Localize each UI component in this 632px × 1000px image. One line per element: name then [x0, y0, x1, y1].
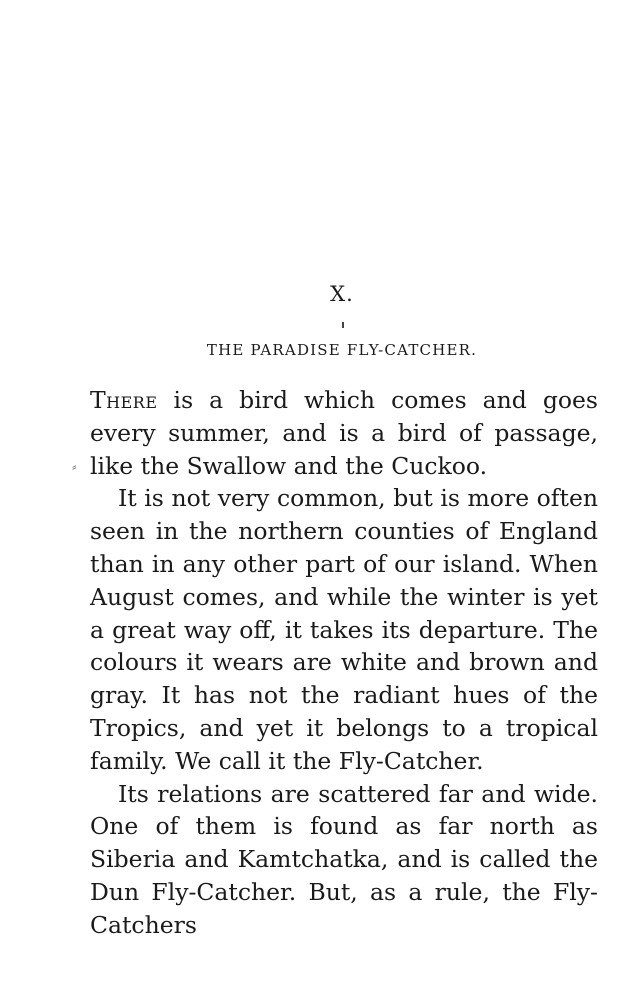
paragraph-1-lead-word: There	[90, 386, 158, 414]
body-text	[90, 384, 598, 942]
chapter-title: THE PARADISE FLY-CATCHER.	[206, 341, 478, 359]
paragraph-1	[90, 384, 598, 482]
paragraph-3: Its relations are scattered far and wide. One of them is found as far north as Siberia and Kamtchatka, and is called the Dun Fly-Catcher. But, as a rule, the Fly-Catchers	[90, 779, 598, 939]
paragraph-2: It is not very common, but is more often seen in the northern counties of England than in any other part of our island. When August comes, and while the winter is yet a great way off, it takes its departure. The colours it wears are white and brown and gray. It has not the radiant hues of the Tropics, and yet it belongs to a tropical family. We call it the Fly-Catcher.	[90, 484, 598, 775]
chapter-number: X.	[330, 282, 354, 306]
margin-mark: ⸗	[72, 459, 77, 475]
printer-tick-mark	[342, 322, 344, 328]
paragraph-1-text: is a bird which comes and goes every summer, and is a bird of passage, like the Swallow and the Cuckoo.	[90, 386, 598, 480]
